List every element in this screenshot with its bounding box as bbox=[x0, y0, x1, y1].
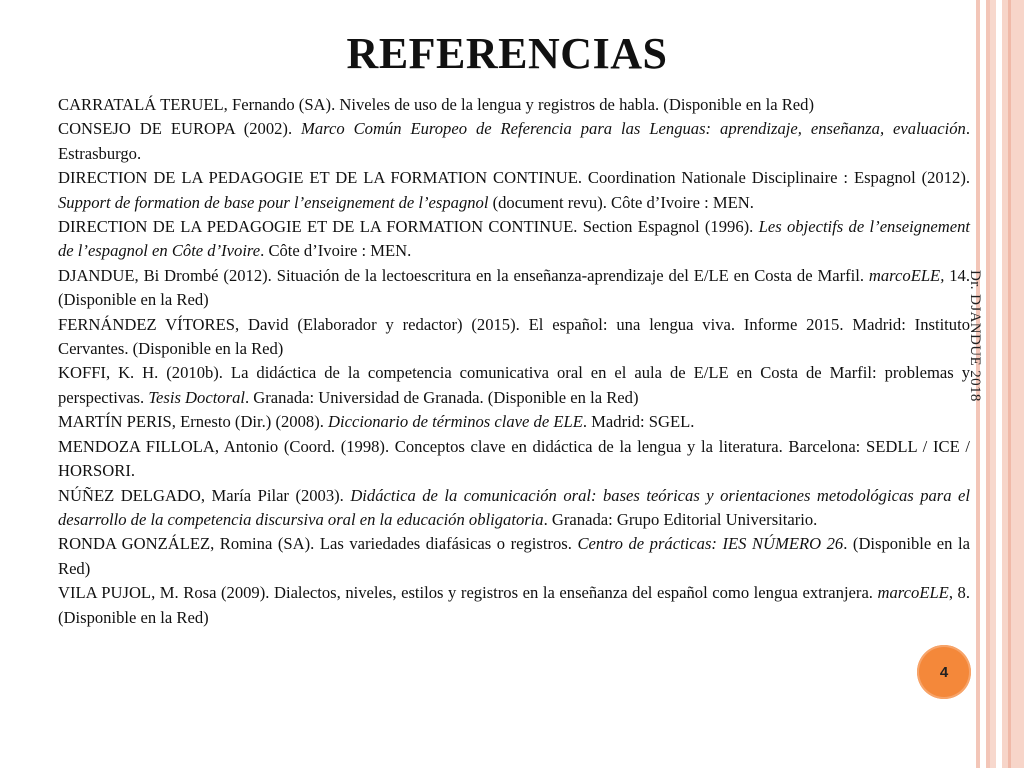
reference-text: RONDA GONZÁLEZ, Romina (SA). Las variedades diafásicas o registros. bbox=[58, 534, 578, 554]
reference-text: . Granada: Grupo Editorial Universitario. bbox=[543, 509, 818, 529]
reference-list bbox=[58, 93, 970, 630]
reference-text: MENDOZA FILLOLA, Antonio (Coord. (1998). Conceptos clave en didáctica de la lengua y la literatura. Barcelona: SEDLL / ICE / HORSORI. bbox=[58, 436, 970, 481]
reference-text: . Côte d’Ivoire : MEN. bbox=[260, 241, 412, 261]
reference-text: KOFFI, K. H. (2010b). La didáctica de la competencia comunicativa oral en el aula de E/LE en Costa de Marfil: problemas y perspectivas. bbox=[58, 363, 970, 407]
reference-italic-title: marcoELE, bbox=[868, 265, 945, 285]
reference-text: CONSEJO DE EUROPA (2002). bbox=[58, 119, 302, 139]
reference-text: CARRATALÁ TERUEL, Fernando (SA). Niveles de uso de la lengua y registros de habla. (Disponible en la Red) bbox=[58, 95, 814, 114]
reference-item bbox=[58, 166, 970, 215]
reference-text: . Madrid: SGEL. bbox=[582, 412, 695, 432]
reference-text: MARTÍN PERIS, Ernesto (Dir.) (2008). bbox=[58, 412, 329, 432]
reference-italic-title: Didáctica de la comunicación oral: bases teóricas y orientaciones metodológicas para el desarrollo de la competencia discursiva oral en la educación obligatoria bbox=[58, 485, 970, 529]
reference-item bbox=[58, 435, 970, 484]
reference-italic-title: Diccionario de términos clave de ELE bbox=[328, 412, 583, 432]
reference-item bbox=[58, 215, 970, 264]
reference-italic-title: Centro de prácticas: IES NÚMERO 26 bbox=[577, 534, 844, 554]
reference-item bbox=[58, 410, 970, 434]
reference-text: FERNÁNDEZ VÍTORES, David (Elaborador y redactor) (2015). El español: una lengua viva. Informe 2015. Madrid: Instituto Cervantes. (Disponible en la Red) bbox=[58, 314, 970, 359]
reference-item bbox=[58, 532, 970, 581]
decor-stripe bbox=[1008, 0, 1011, 768]
reference-italic-title: marcoELE bbox=[877, 583, 949, 603]
reference-item bbox=[58, 581, 970, 630]
reference-text: . Estrasburgo. bbox=[58, 119, 971, 163]
reference-text: DJANDUE, Bi Drombé (2012). Situación de la lectoescritura en la enseñanza-aprendizaje del E/LE en Costa de Marfil. bbox=[58, 265, 869, 285]
reference-item bbox=[58, 117, 970, 166]
reference-text: VILA PUJOL, M. Rosa (2009). Dialectos, niveles, estilos y registros en la enseñanza del español como lengua extranjera. bbox=[58, 583, 878, 603]
reference-italic-title: Marco Común Europeo de Referencia para las Lenguas: aprendizaje, enseñanza, evaluación bbox=[301, 119, 966, 139]
reference-item bbox=[58, 93, 970, 117]
reference-text: , 8. (Disponible en la Red) bbox=[58, 583, 970, 627]
decor-stripe bbox=[1002, 0, 1024, 768]
page-number-badge bbox=[917, 645, 971, 699]
reference-italic-title: Tesis Doctoral bbox=[148, 387, 245, 407]
reference-text: DIRECTION DE LA PEDAGOGIE ET DE LA FORMATION CONTINUE. Coordination Nationale Disciplinaire : Espagnol (2012). bbox=[58, 168, 970, 188]
reference-text: (document revu). Côte d’Ivoire : MEN. bbox=[488, 192, 754, 212]
reference-text: 14. (Disponible en la Red) bbox=[58, 265, 970, 310]
reference-item bbox=[58, 264, 970, 313]
reference-italic-title: Les objectifs de l’enseignement de l’espagnol en Côte d’Ivoire bbox=[58, 217, 970, 261]
reference-item bbox=[58, 313, 970, 362]
reference-text: DIRECTION DE LA PEDAGOGIE ET DE LA FORMATION CONTINUE. Section Espagnol (1996). bbox=[58, 217, 759, 237]
reference-text: . (Disponible en la Red) bbox=[58, 534, 970, 578]
reference-italic-title: Support de formation de base pour l’enseignement de l’espagnol bbox=[58, 192, 489, 212]
reference-item bbox=[58, 484, 970, 533]
reference-text: . Granada: Universidad de Granada. (Disponible en la Red) bbox=[244, 387, 639, 407]
reference-text: NÚÑEZ DELGADO, María Pilar (2003). bbox=[58, 485, 351, 505]
reference-item bbox=[58, 361, 970, 410]
page-number: 4 bbox=[939, 663, 949, 681]
slide-title: REFERENCIAS bbox=[346, 29, 668, 78]
author-vertical-text: Dr. DJANDUE 2018 bbox=[967, 270, 983, 402]
